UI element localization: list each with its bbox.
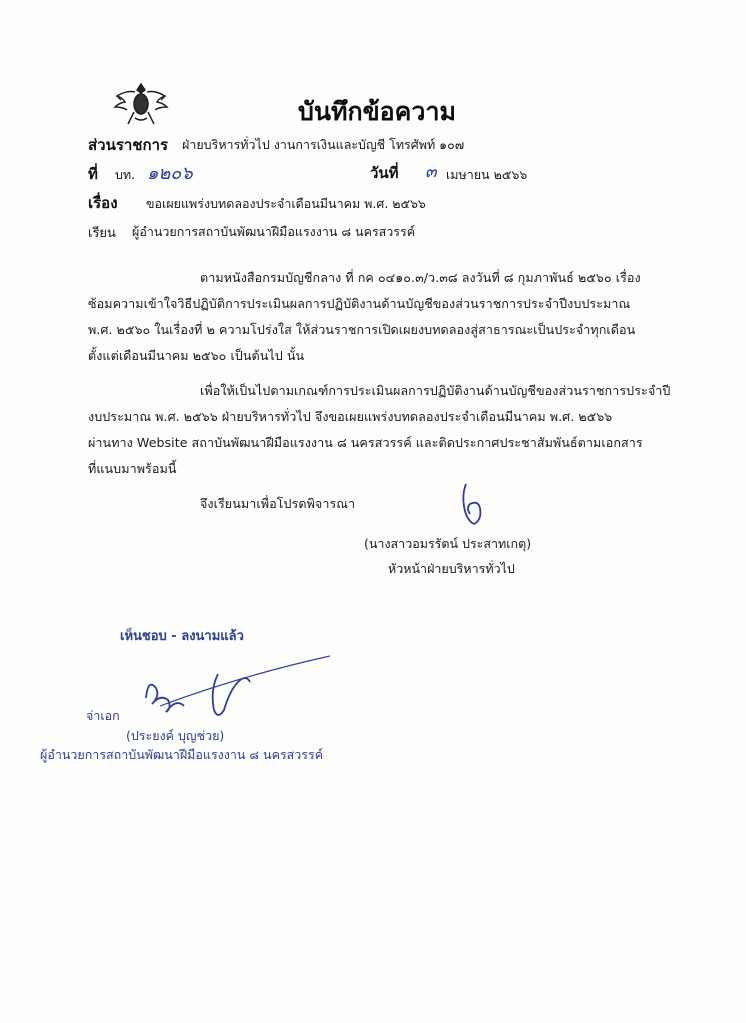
ref-label: ที่ (88, 165, 98, 183)
closing-line: จึงเรียนมาเพื่อโปรดพิจารณา (200, 496, 356, 511)
to-label: เรียน (88, 226, 116, 241)
p1-line-4: ตั้งแต่เดือนมีนาคม ๒๕๖๐ เป็นต้นไป นั้น (88, 348, 305, 363)
signature-2-icon (100, 650, 330, 730)
p1-line-3: พ.ศ. ๒๕๖๐ ในเรื่องที่ ๒ ความโปร่งใส ให้ส่วนราชการเปิดเผยงบทดลองสู่สาธารณะเป็นประจำทุกเดือน (88, 322, 636, 337)
p2-line-1: เพื่อให้เป็นไปตามเกณฑ์การประเมินผลการปฏิบัติงานด้านบัญชีของส่วนราชการประจำปี (200, 383, 671, 398)
approval-note: เห็นชอบ - ลงนามแล้ว (120, 629, 244, 644)
agency-value: ฝ่ายบริหารทั่วไป งานการเงินและบัญชี โทรศัพท์ ๑๐๗ (182, 137, 465, 152)
ref-prefix: บท. (115, 167, 136, 182)
agency-label: ส่วนราชการ (88, 136, 169, 154)
approver-name: (ประยงค์ บุญช่วย) (126, 728, 225, 743)
date-rest: เมษายน ๒๕๖๖ (446, 167, 528, 182)
p1-line-1: ตามหนังสือกรมบัญชีกลาง ที่ กค ๐๔๑๐.๓/ว.๓๘ ลงวันที่ ๘ กุมภาพันธ์ ๒๕๖๐ เรื่อง (200, 270, 641, 285)
approver-position: ผู้อำนวยการสถาบันพัฒนาฝีมือแรงงาน ๘ นครสวรรค์ (40, 747, 324, 762)
approver-prefix: จ่าเอก (86, 708, 120, 723)
garuda-seal-icon (113, 80, 169, 128)
date-label: วันที่ (370, 164, 399, 182)
signer-name: (นางสาวอมรรัตน์ ประสาทเกตุ) (364, 536, 532, 551)
signer-position: หัวหน้าฝ่ายบริหารทั่วไป (388, 561, 515, 576)
p2-line-4: ที่แนบมาพร้อมนี้ (88, 461, 177, 476)
date-day: ๓ (425, 162, 437, 182)
document-title: บันทึกข้อความ (298, 97, 456, 126)
subject-label: เรื่อง (88, 194, 118, 212)
subject-value: ขอเผยแพร่งบทดลองประจำเดือนมีนาคม พ.ศ. ๒๕๖๖ (146, 196, 426, 211)
p2-line-3: ผ่านทาง Website สถาบันพัฒนาฝีมือแรงงาน ๘ นครสวรรค์ และติดประกาศประชาสัมพันธ์ตามเอกสาร (88, 435, 643, 450)
signature-1-icon (452, 478, 492, 534)
ref-number: ๑๒๐๖ (147, 163, 193, 184)
to-value: ผู้อำนวยการสถาบันพัฒนาฝีมือแรงงาน ๘ นครสวรรค์ (132, 224, 416, 239)
p1-line-2: ซ้อมความเข้าใจวิธีปฏิบัติการประเมินผลการปฏิบัติงานด้านบัญชีของส่วนราชการประจำปีงบประมาณ (88, 296, 631, 311)
p2-line-2: งบประมาณ พ.ศ. ๒๕๖๖ ฝ่ายบริหารทั่วไป จึงขอเผยแพร่งบทดลองประจำเดือนมีนาคม พ.ศ. ๒๕๖๖ (88, 409, 613, 424)
